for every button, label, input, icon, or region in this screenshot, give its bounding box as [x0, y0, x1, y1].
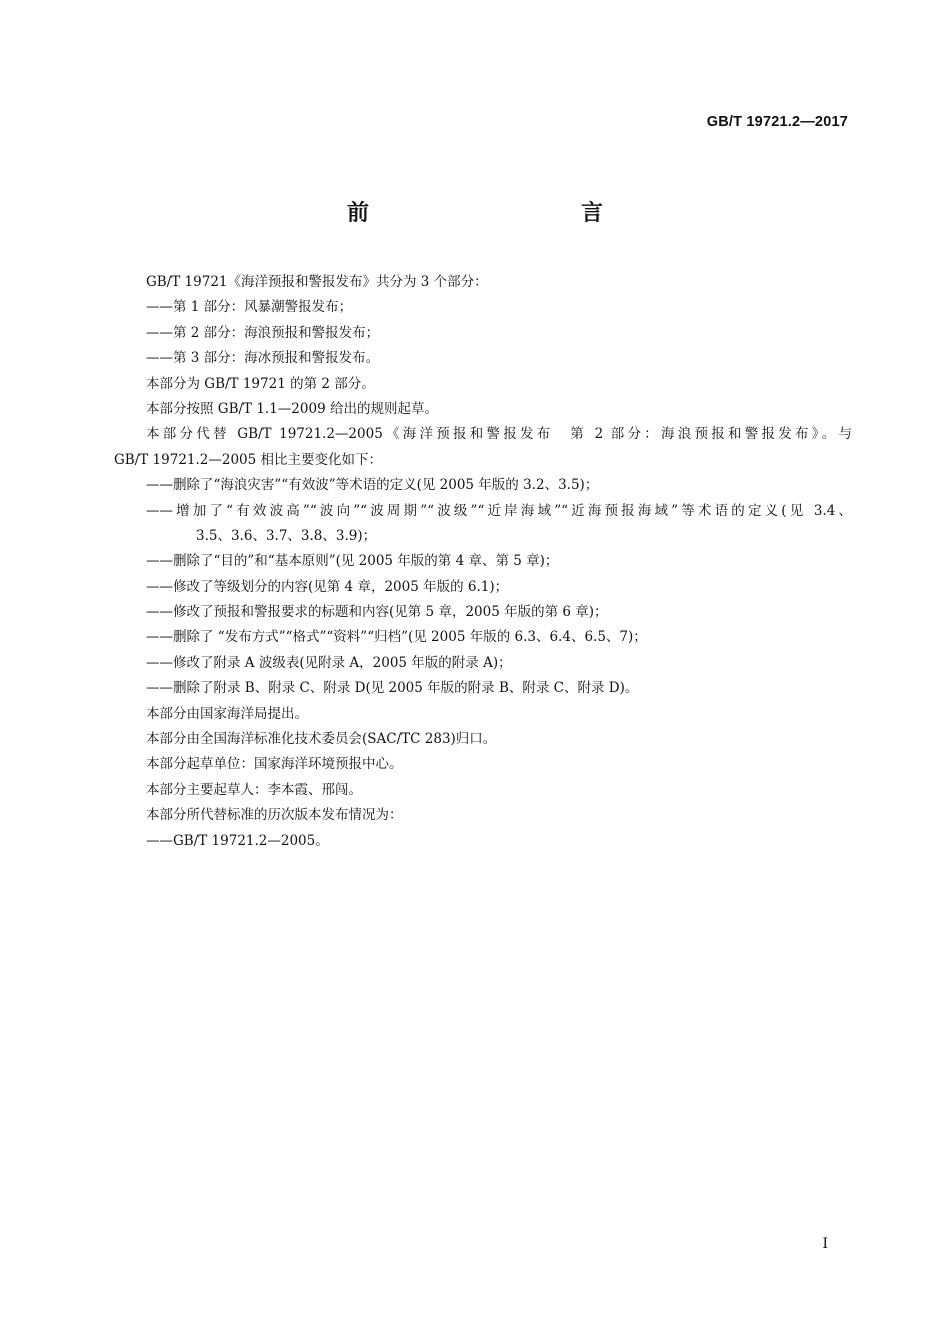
paragraph-parts-intro: GB/T 19721《海洋预报和警报发布》共分为 3 个部分：: [146, 274, 488, 290]
page-number: I: [822, 1236, 828, 1252]
list-item-part-2: ——第 2 部分：海浪预报和警报发布；: [146, 324, 380, 341]
list-item-change-2: ——增加了“有效波高”“波向”“波周期”“波级”“近岸海域”“近海预报海域”等术语的定义(见 3.4、: [146, 502, 852, 519]
list-item-change-7: ——修改了附录 A 波级表(见附录 A，2005 年版的附录 A)；: [146, 654, 512, 671]
list-item-change-8: ——删除了附录 B、附录 C、附录 D(见 2005 年版的附录 B、附录 C、附录 D)。: [146, 680, 639, 697]
paragraph-drafting-unit: 本部分起草单位：国家海洋环境预报中心。: [146, 756, 403, 773]
paragraph-drafters: 本部分主要起草人：李本霞、邢闯。: [146, 781, 362, 798]
paragraph-replaces-line-2: GB/T 19721.2—2005 相比主要变化如下：: [114, 451, 383, 468]
list-item-change-3: ——删除了“目的”和“基本原则”(见 2005 年版的第 4 章、第 5 章)；: [146, 553, 559, 570]
list-item-part-3: ——第 3 部分：海冰预报和警报发布。: [146, 350, 380, 367]
paragraph-proposed-by: 本部分由国家海洋局提出。: [146, 705, 308, 722]
list-item-previous-edition: ——GB/T 19721.2—2005。: [146, 832, 329, 849]
paragraph-previous-editions: 本部分所代替标准的历次版本发布情况为：: [146, 807, 403, 824]
paragraph-drafting-rules: 本部分按照 GB/T 1.1—2009 给出的规则起草。: [146, 400, 438, 417]
list-item-change-5: ——修改了预报和警报要求的标题和内容(见第 5 章，2005 年版的第 6 章)；: [146, 604, 608, 621]
list-item-part-1: ——第 1 部分：风暴潮警报发布；: [146, 299, 353, 316]
paragraph-under-jurisdiction: 本部分由全国海洋标准化技术委员会(SAC/TC 283)归口。: [146, 731, 497, 748]
foreword-body: [114, 270, 852, 854]
page-title: 前 言: [346, 201, 659, 226]
list-item-change-6: ——删除了 “发布方式”“格式”“资料”“归档”(见 2005 年版的 6.3、6.4、6.5、7)；: [146, 629, 647, 646]
list-item-change-2-continued: 3.5、3.6、3.7、3.8、3.9)；: [196, 527, 377, 544]
paragraph-replaces-line-1: 本部分代替 GB/T 19721.2—2005《海洋预报和警报发布 第 2 部分：海浪预报和警报发布》。与: [146, 426, 852, 443]
list-item-change-1: ——删除了“海浪灾害”“有效波”等术语的定义(见 2005 年版的 3.2、3.5)；: [146, 477, 599, 494]
list-item-change-4: ——修改了等级划分的内容(见第 4 章，2005 年版的 6.1)；: [146, 578, 509, 595]
paragraph-this-part: 本部分为 GB/T 19721 的第 2 部分。: [146, 375, 375, 392]
standard-code: GB/T 19721.2—2017: [706, 114, 848, 130]
